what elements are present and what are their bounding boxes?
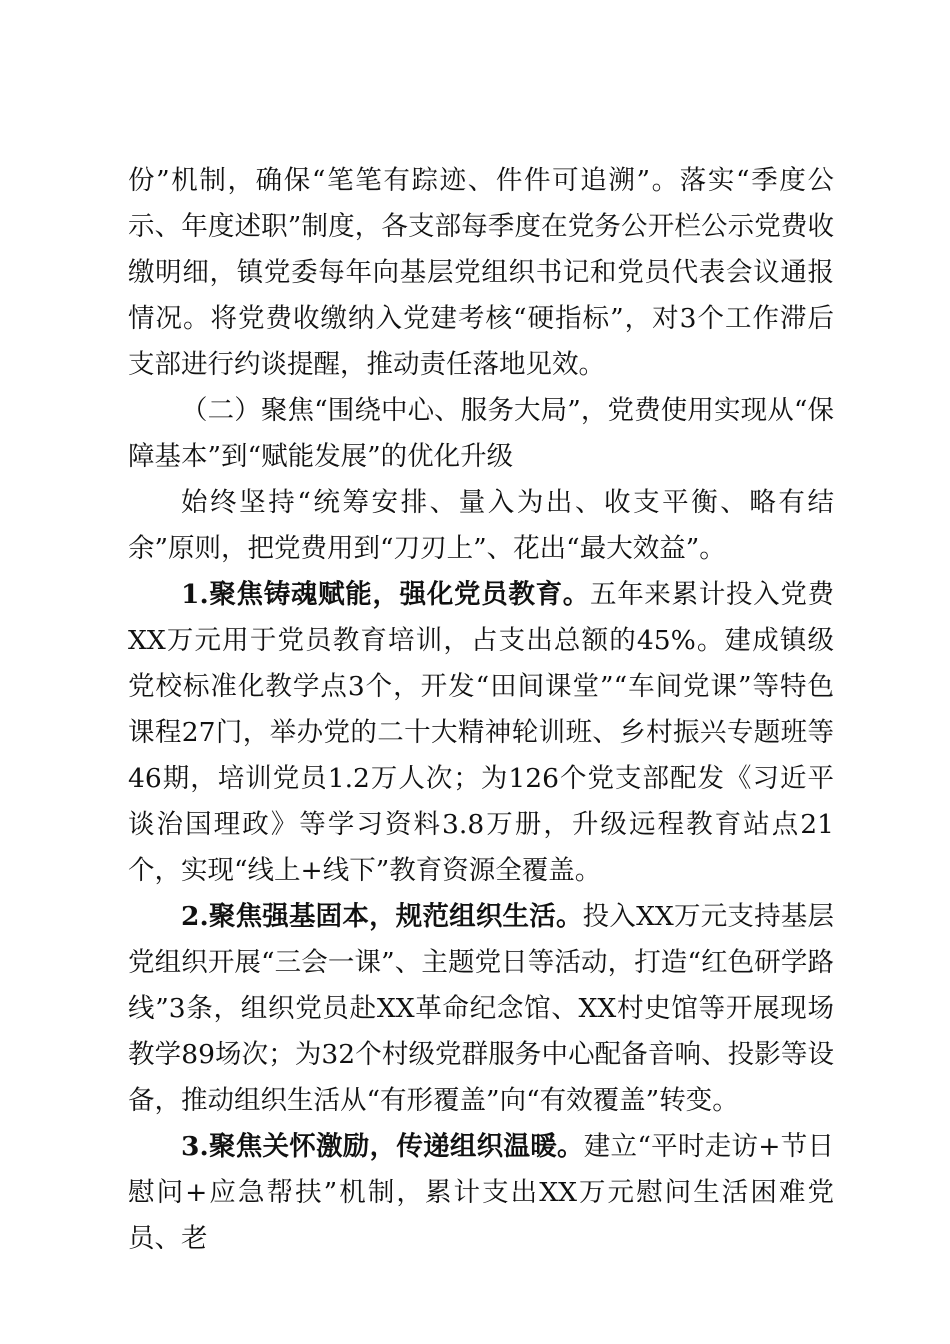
paragraph-organization-life	[128, 894, 834, 1124]
section-heading-fee-usage	[128, 388, 834, 480]
paragraph-text: 投入XX万元支持基层党组织开展“三会一课”、主题党日等活动，打造“红色研学路线”3条，组织党员赴XX革命纪念馆、XX村史馆等开展现场教学89场次；为32个村级党群服务中心配备音响、投影等设备，推动组织生活从“有形覆盖”向“有效覆盖”转变。	[128, 901, 835, 1116]
paragraph-lead: 1.聚焦铸魂赋能，强化党员教育。	[181, 579, 590, 610]
paragraph-principle	[128, 480, 834, 572]
paragraph-text: 始终坚持“统筹安排、量入为出、收支平衡、略有结余”原则，把党费用到“刀刃上”、花出“最大效益”。	[128, 487, 834, 564]
paragraph-lead: 3.聚焦关怀激励，传递组织温暖。	[181, 1131, 584, 1162]
paragraph-text: 份”机制，确保“笔笔有踪迹、件件可追溯”。落实“季度公示、年度述职”制度，各支部每季度在党务公开栏公示党费收缴明细，镇党委每年向基层党组织书记和党员代表会议通报情况。将党费收缴纳入党建考核“硬指标”，对3个工作滞后支部进行约谈提醒，推动责任落地见效。	[128, 165, 834, 380]
paragraph-lead: 2.聚焦强基固本，规范组织生活。	[181, 901, 583, 932]
paragraph-fee-mechanism	[128, 158, 834, 388]
paragraph-member-education	[128, 572, 834, 894]
paragraph-text: 五年来累计投入党费XX万元用于党员教育培训，占支出总额的45%。建成镇级党校标准化教学点3个，开发“田间课堂”“车间党课”等特色课程27门，举办党的二十大精神轮训班、乡村振兴专题班等46期，培训党员1.2万人次；为126个党支部配发《习近平谈治国理政》等学习资料3.8万册，升级远程教育站点21个，实现“线上+线下”教育资源全覆盖。	[128, 579, 835, 886]
paragraph-care-incentive	[128, 1124, 834, 1262]
heading-text: （二）聚焦“围绕中心、服务大局”，党费使用实现从“保障基本”到“赋能发展”的优化升级	[128, 395, 834, 472]
document-body	[128, 158, 834, 1262]
paragraph-text: 建立“平时走访+节日慰问+应急帮扶”机制，累计支出XX万元慰问生活困难党员、老	[128, 1131, 834, 1254]
